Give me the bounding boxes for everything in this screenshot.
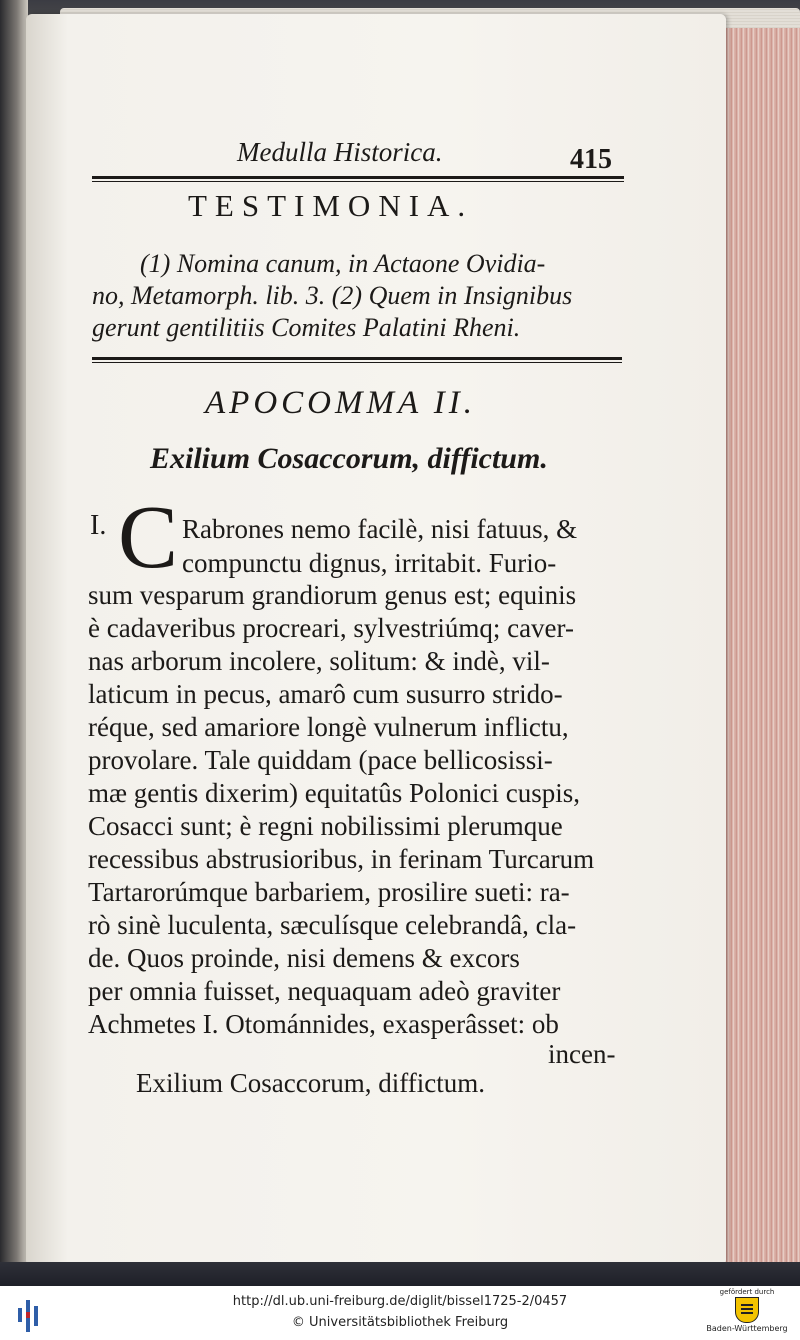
- page-number: 415: [570, 144, 612, 175]
- body-text-line: Cosacci sunt; è regni nobilissimi plerumque: [88, 811, 563, 841]
- body-text-line: laticum in pecus, amarô cum susurro strido-: [88, 679, 563, 709]
- funding-badge: [702, 1288, 792, 1333]
- note-line: gerunt gentilitiis Comites Palatini Rheni.: [92, 313, 521, 342]
- page-stack-red-edge: [720, 28, 800, 1268]
- section-number: I.: [90, 510, 107, 541]
- body-text-line: recessibus abstrusioribus, in ferinam Turcarum: [88, 844, 595, 874]
- body-text-line: sum vesparum grandiorum genus est; equinis: [88, 580, 577, 610]
- section-rule: [92, 357, 622, 360]
- body-text-line: Achmetes I. Otománnides, exasperâsset: ob: [88, 1009, 559, 1039]
- section-rule-thin: [92, 362, 622, 363]
- permalink-url[interactable]: http://dl.ub.uni-freiburg.de/diglit/bissel1725-2/0457: [232, 1294, 568, 1309]
- body-text-line: è cadaveribus procreari, sylvestriúmq; caver-: [88, 613, 574, 643]
- note-line: (1) Nomina canum, in Actaone Ovidia-: [140, 249, 546, 278]
- viewer-footer: [0, 1286, 800, 1340]
- body-text-line: nas arborum incolere, solitum: & indè, vil-: [88, 646, 550, 676]
- running-header-title: Medulla Historica.: [237, 137, 443, 167]
- body-text-line: compunctu dignus, irritabit. Furio-: [182, 548, 557, 578]
- body-text-line: Rabrones nemo facilè, nisi fatuus, &: [182, 514, 578, 544]
- note-line: no, Metamorph. lib. 3. (2) Quem in Insignibus: [92, 281, 573, 310]
- body-text-line: réque, sed amariore longè vulnerum inflictu,: [88, 712, 569, 742]
- crest-icon: [735, 1297, 759, 1323]
- testimonia-heading: TESTIMONIA.: [188, 188, 474, 223]
- page-footer-title: Exilium Cosaccorum, diffictum.: [136, 1068, 485, 1098]
- body-text-line: per omnia fuisset, nequaquam adeò graviter: [88, 976, 561, 1006]
- copyright-notice: © Universitätsbibliothek Freiburg: [291, 1315, 509, 1330]
- header-rule-thin: [92, 181, 624, 182]
- binding-strip: [0, 0, 28, 1290]
- funding-label: gefördert durch: [719, 1288, 775, 1296]
- header-rule: [92, 176, 624, 179]
- body-text-line: mæ gentis dixerim) equitatûs Polonici cuspis,: [88, 778, 580, 808]
- drop-capital: C: [118, 488, 179, 587]
- chapter-subtitle: Exilium Cosaccorum, diffictum.: [150, 442, 548, 475]
- funder-name: Baden-Württemberg: [706, 1324, 788, 1333]
- catchword: incen-: [548, 1039, 616, 1069]
- body-text-line: provolare. Tale quiddam (pace bellicosissi-: [88, 745, 553, 775]
- apocomma-heading: APOCOMMA II.: [205, 385, 477, 421]
- body-text-line: de. Quos proinde, nisi demens & excors: [88, 943, 520, 973]
- body-text-line: Tartarorúmque barbariem, prosilire sueti: ra-: [88, 877, 570, 907]
- scan-background-bottom: [0, 1262, 800, 1288]
- body-text-line: rò sinè luculenta, sæculísque celebrandâ, cla-: [88, 910, 577, 940]
